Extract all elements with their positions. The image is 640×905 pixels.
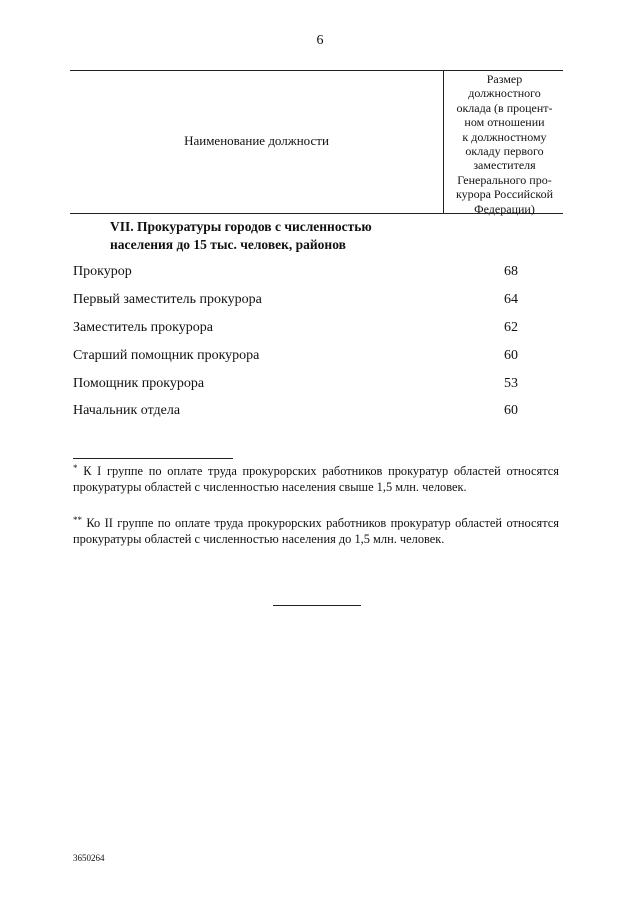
row-position: Помощник прокурора (73, 376, 205, 391)
table-row (73, 403, 518, 421)
end-of-section-rule (273, 605, 361, 606)
table-header-bottom-rule (70, 213, 563, 214)
document-code: 3650264 (73, 853, 105, 863)
row-value: 68 (504, 264, 518, 279)
column-header-salary: Размер должностного оклада (в процент- ном отношении к должностному окладу первого заместителя Генерального про- курора Российской Федерации) (455, 72, 554, 216)
footnote-2 (73, 516, 559, 547)
row-value: 60 (504, 348, 518, 363)
row-position: Первый заместитель прокурора (73, 292, 262, 307)
footnote-mark: ** (73, 515, 82, 525)
footnote-separator (73, 458, 233, 459)
row-position: Прокурор (73, 264, 132, 279)
footnote-text: К I группе по оплате труда прокурорских работников прокуратур областей относятся прокуратуры областей с численностью населения свыше 1,5 млн. человек. (73, 464, 559, 494)
row-value: 62 (504, 320, 518, 335)
table-row (73, 264, 518, 282)
row-position: Заместитель прокурора (73, 320, 213, 335)
row-position: Старший помощник прокурора (73, 348, 260, 363)
table-top-rule (70, 70, 563, 71)
table-row (73, 348, 518, 366)
footnote-1 (73, 464, 559, 495)
footnote-text: Ко II группе по оплате труда прокурорских работников прокуратур областей относятся прокуратуры областей с численностью населения до 1,5 млн. человек. (73, 516, 559, 546)
page-number: 6 (316, 33, 324, 48)
row-value: 64 (504, 292, 518, 307)
row-value: 60 (504, 403, 518, 418)
table-row (73, 292, 518, 310)
footnote-mark: * (73, 463, 78, 473)
column-header-position: Наименование должности (184, 133, 329, 148)
row-position: Начальник отдела (73, 403, 181, 418)
table-column-divider (443, 70, 444, 213)
table-row (73, 376, 518, 394)
section-title: VII. Прокуратуры городов с численностью населения до 15 тыс. человек, районов (110, 219, 372, 252)
table-row (73, 320, 518, 338)
row-value: 53 (504, 376, 518, 391)
